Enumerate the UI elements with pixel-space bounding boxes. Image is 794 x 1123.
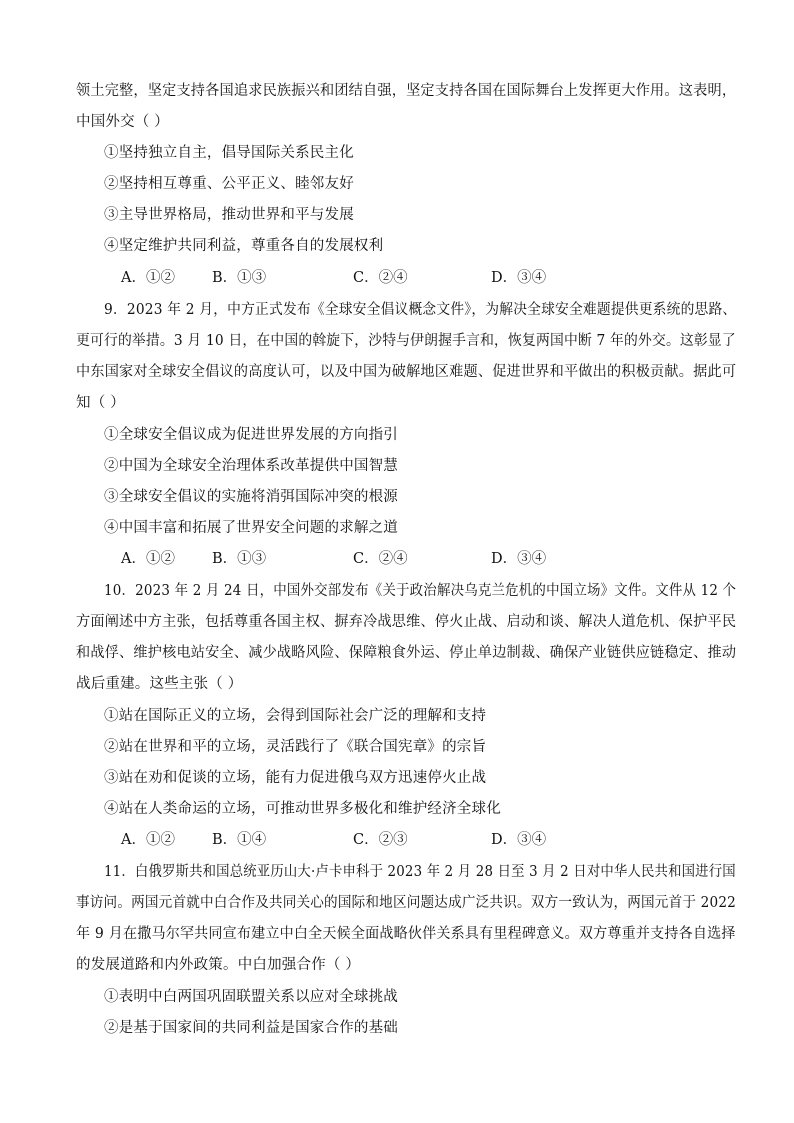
q11-stem-line-2: 事访问。两国元首就中白合作及共同关心的国际和地区问题达成广泛共识。双方一致认为，两国元首于 2022: [76, 895, 737, 911]
q8-answer-d: D．③④: [491, 270, 547, 286]
q11-option-2: ②是基于国家间的共同利益是国家合作的基础: [104, 1020, 398, 1036]
q10-answer-c: C．②③: [353, 832, 408, 848]
q9-answer-c: C．②④: [353, 551, 408, 567]
q9-option-1: ①全球安全倡议成为促进世界发展的方向指引: [104, 427, 398, 443]
q10-answer-b: B．①④: [212, 832, 267, 848]
q9-stem-line-3: 中东国家对全球安全倡议的高度认可，以及中国为破解地区难题、促进世界和平做出的积极贡献。据此可: [76, 364, 737, 380]
q9-answer-a: A．①②: [121, 551, 175, 567]
q8-answer-b: B．①③: [212, 270, 267, 286]
q10-option-2: ②站在世界和平的立场，灵活践行了《联合国宪章》的宗旨: [104, 739, 487, 755]
q11-stem-line-1: 11．白俄罗斯共和国总统亚历山大·卢卡申科于 2023 年 2 月 28 日至 3 月 2 日对中华人民共和国进行国: [104, 864, 736, 880]
q10-option-1: ①站在国际正义的立场，会得到国际社会广泛的理解和支持: [104, 708, 487, 724]
q10-stem-line-1: 10．2023 年 2 月 24 日，中国外交部发布《关于政治解决乌克兰危机的中国立场》文件。文件从 12 个: [104, 583, 737, 599]
q8-answer-c: C．②④: [353, 270, 408, 286]
q8-option-1: ①坚持独立自主，倡导国际关系民主化: [104, 145, 354, 161]
q8-option-3: ③主导世界格局，推动世界和平与发展: [104, 207, 354, 223]
q10-answer-d: D．③④: [491, 832, 547, 848]
q8-stem-line-2: 中国外交（ ）: [76, 114, 170, 130]
q9-answer-b: B．①③: [212, 551, 267, 567]
q8-stem-line-1: 领土完整，坚定支持各国追求民族振兴和团结自强，坚定支持各国在国际舞台上发挥更大作用。这表明，: [76, 83, 737, 99]
q9-option-2: ②中国为全球安全治理体系改革提供中国智慧: [104, 458, 398, 474]
q9-option-3: ③全球安全倡议的实施将消弭国际冲突的根源: [104, 489, 398, 505]
q11-option-1: ①表明中白两国巩固联盟关系以应对全球挑战: [104, 989, 398, 1005]
q8-option-4: ④坚定维护共同利益，尊重各自的发展权利: [104, 238, 384, 254]
q10-option-3: ③站在劝和促谈的立场，能有力促进俄乌双方迅速停火止战: [104, 770, 487, 786]
q8-answer-a: A．①②: [121, 270, 175, 286]
q10-stem-line-3: 和战俘、维护核电站安全、减少战略风险、保障粮食外运、停止单边制裁、确保产业链供应链稳定、推动: [76, 645, 737, 661]
q10-stem-line-4: 战后重建。这些主张（ ）: [76, 676, 243, 692]
q11-stem-line-4: 的发展道路和内外政策。中白加强合作（ ）: [76, 957, 361, 973]
q9-answer-d: D．③④: [491, 551, 547, 567]
q9-stem-line-1: 9．2023 年 2 月，中方正式发布《全球安全倡议概念文件》，为解决全球安全难题提供更系统的思路、: [104, 302, 737, 318]
q10-option-4: ④站在人类命运的立场，可推动世界多极化和维护经济全球化: [104, 801, 501, 817]
q9-stem-line-4: 知（ ）: [76, 395, 125, 411]
q10-answer-a: A．①②: [121, 832, 175, 848]
q10-stem-line-2: 方面阐述中方主张，包括尊重各国主权、摒弃冷战思维、停火止战、启动和谈、解决人道危机、保护平民: [76, 614, 737, 630]
q9-stem-line-2: 更可行的举措。3 月 10 日，在中国的斡旋下，沙特与伊朗握手言和，恢复两国中断 7 年的外交。这彰显了: [76, 333, 736, 349]
q8-option-2: ②坚持相互尊重、公平正义、睦邻友好: [104, 176, 354, 192]
q11-stem-line-3: 年 9 月在撒马尔罕共同宣布建立中白全天候全面战略伙伴关系具有里程碑意义。双方尊重并支持各自选择: [76, 926, 736, 942]
q9-option-4: ④中国丰富和拓展了世界安全问题的求解之道: [104, 520, 398, 536]
